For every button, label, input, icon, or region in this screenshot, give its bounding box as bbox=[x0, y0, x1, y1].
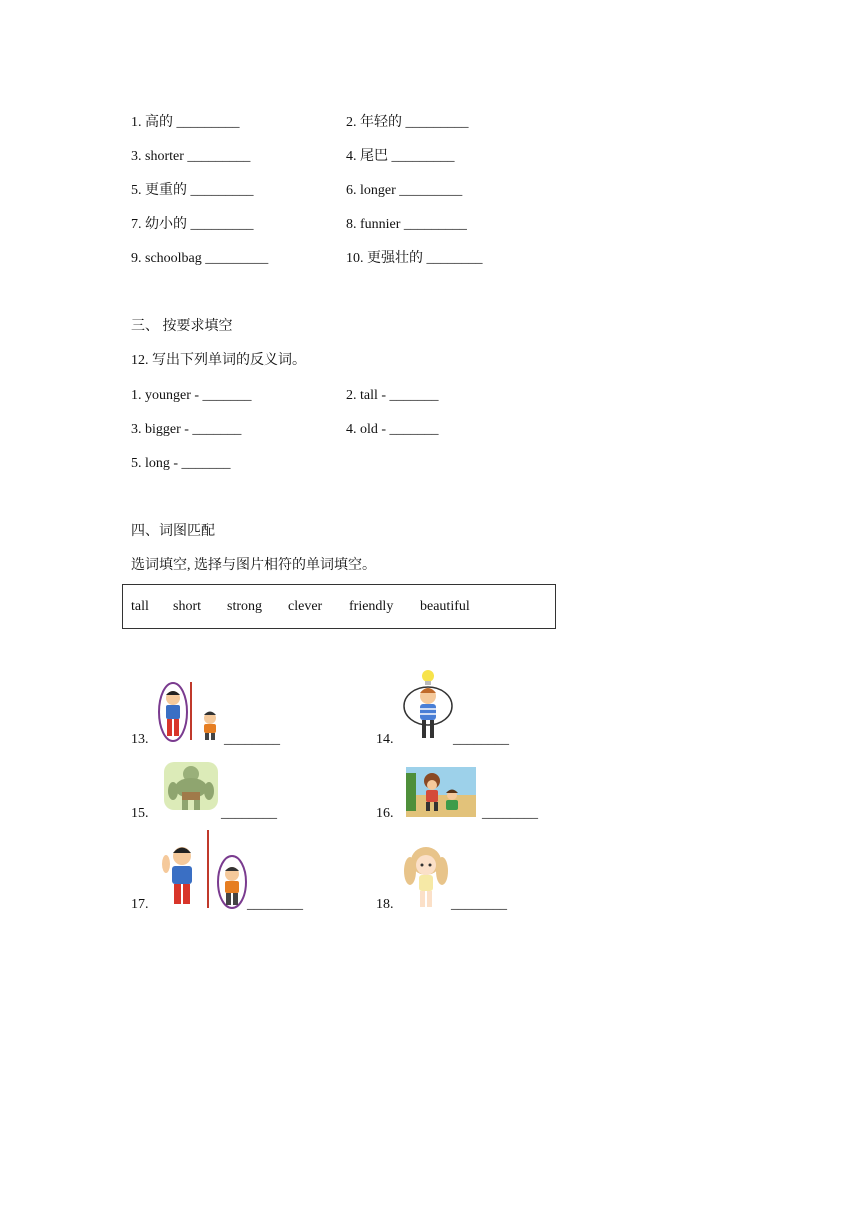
section4-instruction: 选词填空, 选择与图片相符的单词填空。 bbox=[131, 558, 376, 573]
tall-boy-illustration bbox=[155, 680, 225, 742]
vocab-item-8: 8. funnier _________ bbox=[346, 217, 467, 232]
item-13-blank[interactable]: ________ bbox=[224, 732, 280, 747]
item-17-blank[interactable]: ________ bbox=[247, 897, 303, 912]
vocab-item-1: 1. 高的 _________ bbox=[131, 115, 240, 130]
vocab-item-10: 10. 更强壮的 ________ bbox=[346, 251, 483, 266]
item-17-number: 17. bbox=[131, 897, 149, 912]
item-18-blank[interactable]: ________ bbox=[451, 897, 507, 912]
vocab-item-4: 4. 尾巴 _________ bbox=[346, 149, 455, 164]
vocab-item-6: 6. longer _________ bbox=[346, 183, 463, 198]
antonym-item-2: 2. tall - _______ bbox=[346, 388, 439, 403]
pretty-girl-illustration bbox=[402, 843, 450, 911]
item-15-number: 15. bbox=[131, 806, 149, 821]
vocab-item-3: 3. shorter _________ bbox=[131, 149, 251, 164]
vocab-item-9: 9. schoolbag _________ bbox=[131, 251, 269, 266]
word-bank-word: strong bbox=[227, 599, 262, 614]
word-bank-word: clever bbox=[288, 599, 323, 614]
section3-heading: 三、 按要求填空 bbox=[131, 319, 233, 334]
strong-giant-illustration bbox=[160, 758, 222, 813]
item-16-number: 16. bbox=[376, 806, 394, 821]
antonym-item-5: 5. long - _______ bbox=[131, 456, 231, 471]
item-14-blank[interactable]: ________ bbox=[453, 732, 509, 747]
word-bank-word: beautiful bbox=[420, 599, 470, 614]
section4-heading: 四、词图匹配 bbox=[131, 524, 215, 539]
vocab-item-7: 7. 幼小的 _________ bbox=[131, 217, 254, 232]
item-18-number: 18. bbox=[376, 897, 394, 912]
vocab-item-2: 2. 年轻的 _________ bbox=[346, 115, 469, 130]
item-15-blank[interactable]: ________ bbox=[221, 806, 277, 821]
word-bank-word: friendly bbox=[349, 599, 394, 614]
item-16-blank[interactable]: ________ bbox=[482, 806, 538, 821]
antonym-item-4: 4. old - _______ bbox=[346, 422, 439, 437]
word-bank-word: tall bbox=[131, 599, 149, 614]
short-boy-circled-illustration bbox=[158, 828, 250, 910]
item-14-number: 14. bbox=[376, 732, 394, 747]
section3-question: 12. 写出下列单词的反义词。 bbox=[131, 353, 306, 368]
vocab-item-5: 5. 更重的 _________ bbox=[131, 183, 254, 198]
item-13-number: 13. bbox=[131, 732, 149, 747]
helping-friend-illustration bbox=[406, 767, 476, 817]
antonym-item-1: 1. younger - _______ bbox=[131, 388, 252, 403]
lightbulb-boy-illustration bbox=[400, 668, 455, 743]
word-bank-word: short bbox=[173, 599, 201, 614]
antonym-item-3: 3. bigger - _______ bbox=[131, 422, 242, 437]
